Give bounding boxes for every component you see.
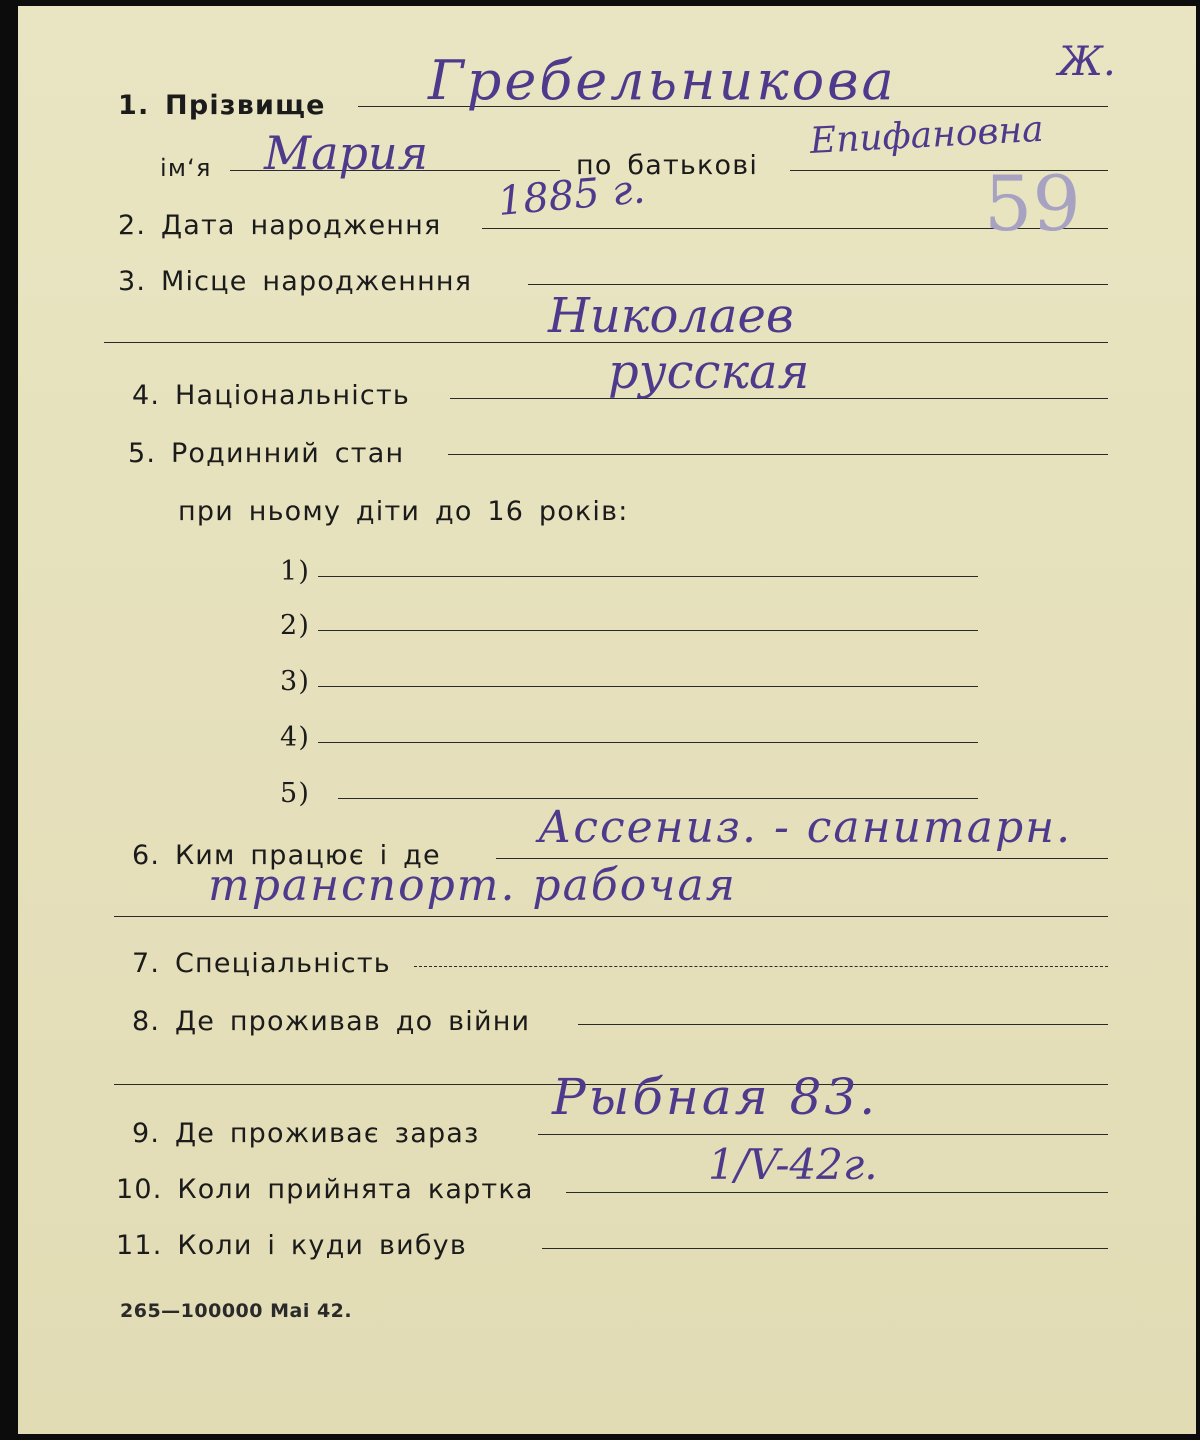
family-status-line <box>448 454 1108 455</box>
surname-value: Гребельникова <box>428 49 897 112</box>
birth-year-value: 1885 г. <box>495 166 647 225</box>
patronymic-value: Епифановна <box>808 108 1045 162</box>
child-5-label: 5) <box>280 778 311 809</box>
card-received-value: 1/V-42г. <box>708 1140 878 1189</box>
first-name-label: ім‘я <box>160 154 212 182</box>
nationality-label: 4. Національність <box>132 380 410 411</box>
card-number-mark: 59 <box>984 159 1081 248</box>
prewar-residence-line <box>578 1024 1108 1025</box>
work-line-2 <box>114 916 1108 917</box>
birth-place-label: 3. Місце народженння <box>118 266 473 297</box>
card-received-line <box>566 1192 1108 1193</box>
current-residence-line <box>538 1134 1108 1135</box>
nationality-value: русская <box>608 344 810 400</box>
birth-place-line <box>528 284 1108 285</box>
child-2-label: 2) <box>280 610 311 641</box>
family-status-label: 5. Родинний стан <box>128 438 405 469</box>
birth-date-label: 2. Дата народження <box>118 210 442 241</box>
first-name-value: Мария <box>264 126 429 180</box>
child-4-label: 4) <box>280 722 311 753</box>
child-5-line <box>338 798 978 799</box>
registration-card <box>18 6 1196 1434</box>
work-value-line-1: Ассениз. - санитарн. <box>538 802 1073 853</box>
work-value-line-2: транспорт. рабочая <box>208 860 737 911</box>
print-info: 265—100000 Mai 42. <box>120 1300 353 1322</box>
specialty-line <box>414 966 1108 967</box>
child-2-line <box>318 630 978 631</box>
work-label: 6. Ким працює і де <box>132 840 441 871</box>
departed-label: 11. Коли і куди вибув <box>116 1230 467 1261</box>
child-3-line <box>318 686 978 687</box>
departed-line <box>542 1248 1108 1249</box>
child-4-line <box>318 742 978 743</box>
child-1-line <box>318 576 978 577</box>
current-residence-label: 9. Де проживає зараз <box>132 1118 480 1149</box>
children-label: при ньому діти до 16 років: <box>178 496 629 527</box>
surname-note: Ж. <box>1058 39 1116 85</box>
patronymic-label: по батькові <box>576 150 759 181</box>
card-received-label: 10. Коли прийнята картка <box>116 1174 534 1205</box>
work-line <box>496 858 1108 859</box>
prewar-residence-label: 8. Де проживав до війни <box>132 1006 531 1037</box>
birth-place-value: Николаев <box>548 288 794 344</box>
child-1-label: 1) <box>280 556 311 587</box>
specialty-label: 7. Спеціальність <box>132 948 391 979</box>
current-residence-value: Рыбная 83. <box>552 1068 879 1126</box>
child-3-label: 3) <box>280 666 311 697</box>
surname-label: 1. Прізвище <box>118 90 326 121</box>
